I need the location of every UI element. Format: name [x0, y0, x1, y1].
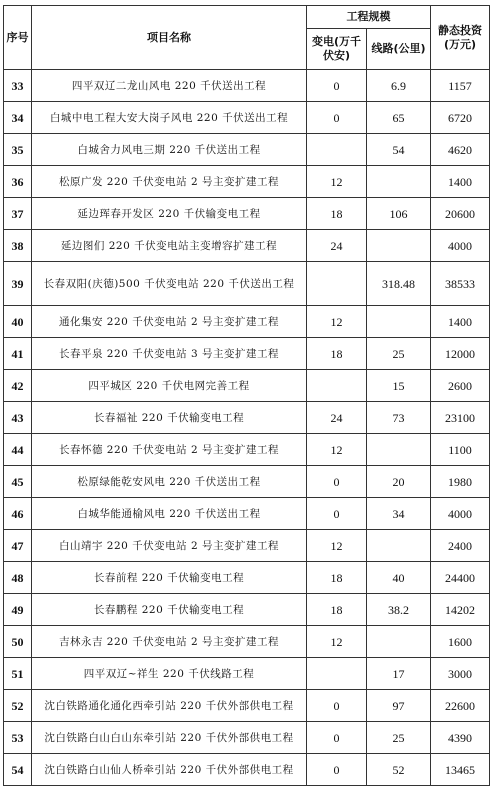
- table-row: [4, 434, 490, 466]
- row-investment: 22600: [431, 690, 490, 722]
- row-substation: 18: [307, 594, 367, 626]
- row-substation: 18: [307, 562, 367, 594]
- row-project-name: 延边图们 220 千伏变电站主变增容扩建工程: [32, 230, 307, 262]
- row-index: 54: [4, 754, 32, 786]
- row-index: 33: [4, 70, 32, 102]
- row-index: 36: [4, 166, 32, 198]
- row-investment: 12000: [431, 338, 490, 370]
- row-line: [367, 166, 431, 198]
- row-index: 43: [4, 402, 32, 434]
- row-index: 50: [4, 626, 32, 658]
- table-row: [4, 134, 490, 166]
- header-index: 序号: [4, 6, 32, 70]
- row-index: 39: [4, 262, 32, 306]
- table-row: [4, 166, 490, 198]
- row-index: 46: [4, 498, 32, 530]
- table-body: [4, 70, 490, 786]
- row-line: [367, 434, 431, 466]
- row-line: 73: [367, 402, 431, 434]
- row-project-name: 长春怀德 220 千伏变电站 2 号主变扩建工程: [32, 434, 307, 466]
- row-project-name: 四平双辽~祥生 220 千伏线路工程: [32, 658, 307, 690]
- row-substation: 0: [307, 690, 367, 722]
- row-substation: 12: [307, 530, 367, 562]
- row-investment: 24400: [431, 562, 490, 594]
- row-index: 49: [4, 594, 32, 626]
- row-line: [367, 626, 431, 658]
- header-scale-group: 工程规模: [307, 6, 431, 29]
- row-index: 40: [4, 306, 32, 338]
- row-line: 38.2: [367, 594, 431, 626]
- row-project-name: 松原绿能乾安风电 220 千伏送出工程: [32, 466, 307, 498]
- table-row: [4, 198, 490, 230]
- row-substation: [307, 370, 367, 402]
- row-investment: 6720: [431, 102, 490, 134]
- row-index: 47: [4, 530, 32, 562]
- table-row: [4, 102, 490, 134]
- row-index: 44: [4, 434, 32, 466]
- row-substation: 0: [307, 102, 367, 134]
- row-substation: [307, 262, 367, 306]
- row-project-name: 沈白铁路白山仙人桥牵引站 220 千伏外部供电工程: [32, 754, 307, 786]
- table-row: [4, 562, 490, 594]
- row-line: 97: [367, 690, 431, 722]
- row-investment: 1400: [431, 166, 490, 198]
- row-investment: 14202: [431, 594, 490, 626]
- row-substation: 12: [307, 166, 367, 198]
- row-index: 52: [4, 690, 32, 722]
- row-substation: 12: [307, 434, 367, 466]
- row-investment: 4620: [431, 134, 490, 166]
- row-substation: [307, 134, 367, 166]
- row-index: 51: [4, 658, 32, 690]
- row-investment: 3000: [431, 658, 490, 690]
- row-project-name: 白城舍力风电三期 220 千伏送出工程: [32, 134, 307, 166]
- project-table-container: [3, 5, 489, 786]
- table-row: [4, 306, 490, 338]
- row-project-name: 白城华能通榆风电 220 千伏送出工程: [32, 498, 307, 530]
- row-investment: 4390: [431, 722, 490, 754]
- row-line: 15: [367, 370, 431, 402]
- row-project-name: 白城中电工程大安大岗子风电 220 千伏送出工程: [32, 102, 307, 134]
- row-index: 45: [4, 466, 32, 498]
- row-substation: 0: [307, 466, 367, 498]
- row-line: 106: [367, 198, 431, 230]
- table-row: [4, 466, 490, 498]
- row-substation: 0: [307, 70, 367, 102]
- row-line: 52: [367, 754, 431, 786]
- row-investment: 13465: [431, 754, 490, 786]
- row-line: [367, 306, 431, 338]
- row-project-name: 长春前程 220 千伏输变电工程: [32, 562, 307, 594]
- row-project-name: 白山靖宇 220 千伏变电站 2 号主变扩建工程: [32, 530, 307, 562]
- row-project-name: 长春平泉 220 千伏变电站 3 号主变扩建工程: [32, 338, 307, 370]
- row-index: 42: [4, 370, 32, 402]
- row-project-name: 吉林永吉 220 千伏变电站 2 号主变扩建工程: [32, 626, 307, 658]
- table-row: [4, 754, 490, 786]
- row-investment: 2600: [431, 370, 490, 402]
- header-line: 线路(公里): [367, 29, 431, 70]
- row-project-name: 长春福祉 220 千伏输变电工程: [32, 402, 307, 434]
- table-row: [4, 262, 490, 306]
- project-table: [3, 5, 490, 786]
- row-substation: 0: [307, 722, 367, 754]
- row-line: [367, 530, 431, 562]
- table-row: [4, 402, 490, 434]
- row-investment: 38533: [431, 262, 490, 306]
- table-row: [4, 498, 490, 530]
- row-investment: 1980: [431, 466, 490, 498]
- row-substation: 18: [307, 338, 367, 370]
- header-substation: 变电(万千伏安): [307, 29, 367, 70]
- table-row: [4, 370, 490, 402]
- row-substation: 12: [307, 626, 367, 658]
- row-project-name: 通化集安 220 千伏变电站 2 号主变扩建工程: [32, 306, 307, 338]
- row-index: 35: [4, 134, 32, 166]
- table-header: [4, 6, 490, 70]
- row-investment: 1600: [431, 626, 490, 658]
- table-row: [4, 338, 490, 370]
- row-substation: 0: [307, 498, 367, 530]
- row-investment: 1400: [431, 306, 490, 338]
- row-project-name: 延边珲春开发区 220 千伏输变电工程: [32, 198, 307, 230]
- row-index: 38: [4, 230, 32, 262]
- row-project-name: 长春鹏程 220 千伏输变电工程: [32, 594, 307, 626]
- row-line: 6.9: [367, 70, 431, 102]
- row-index: 34: [4, 102, 32, 134]
- row-project-name: 四平城区 220 千伏电网完善工程: [32, 370, 307, 402]
- row-substation: 24: [307, 230, 367, 262]
- row-investment: 20600: [431, 198, 490, 230]
- table-row: [4, 658, 490, 690]
- row-project-name: 沈白铁路通化通化西牵引站 220 千伏外部供电工程: [32, 690, 307, 722]
- row-investment: 4000: [431, 230, 490, 262]
- row-line: 25: [367, 338, 431, 370]
- row-substation: 0: [307, 754, 367, 786]
- row-substation: 12: [307, 306, 367, 338]
- header-project-name: 项目名称: [32, 6, 307, 70]
- row-line: 25: [367, 722, 431, 754]
- row-investment: 4000: [431, 498, 490, 530]
- row-investment: 1157: [431, 70, 490, 102]
- row-project-name: 长春双阳(庆德)500 千伏变电站 220 千伏送出工程: [32, 262, 307, 306]
- table-row: [4, 70, 490, 102]
- row-investment: 23100: [431, 402, 490, 434]
- row-line: 318.48: [367, 262, 431, 306]
- row-project-name: 松原广发 220 千伏变电站 2 号主变扩建工程: [32, 166, 307, 198]
- row-line: 17: [367, 658, 431, 690]
- row-index: 48: [4, 562, 32, 594]
- table-row: [4, 722, 490, 754]
- header-investment: 静态投资(万元): [431, 6, 490, 70]
- row-line: 34: [367, 498, 431, 530]
- table-row: [4, 530, 490, 562]
- row-substation: [307, 658, 367, 690]
- row-line: 40: [367, 562, 431, 594]
- row-project-name: 沈白铁路白山白山东牵引站 220 千伏外部供电工程: [32, 722, 307, 754]
- row-line: 65: [367, 102, 431, 134]
- row-substation: 24: [307, 402, 367, 434]
- row-line: 54: [367, 134, 431, 166]
- row-index: 37: [4, 198, 32, 230]
- row-project-name: 四平双辽二龙山风电 220 千伏送出工程: [32, 70, 307, 102]
- row-index: 41: [4, 338, 32, 370]
- row-index: 53: [4, 722, 32, 754]
- table-row: [4, 594, 490, 626]
- table-row: [4, 690, 490, 722]
- row-substation: 18: [307, 198, 367, 230]
- row-line: 20: [367, 466, 431, 498]
- table-row: [4, 230, 490, 262]
- row-investment: 2400: [431, 530, 490, 562]
- row-investment: 1100: [431, 434, 490, 466]
- table-row: [4, 626, 490, 658]
- row-line: [367, 230, 431, 262]
